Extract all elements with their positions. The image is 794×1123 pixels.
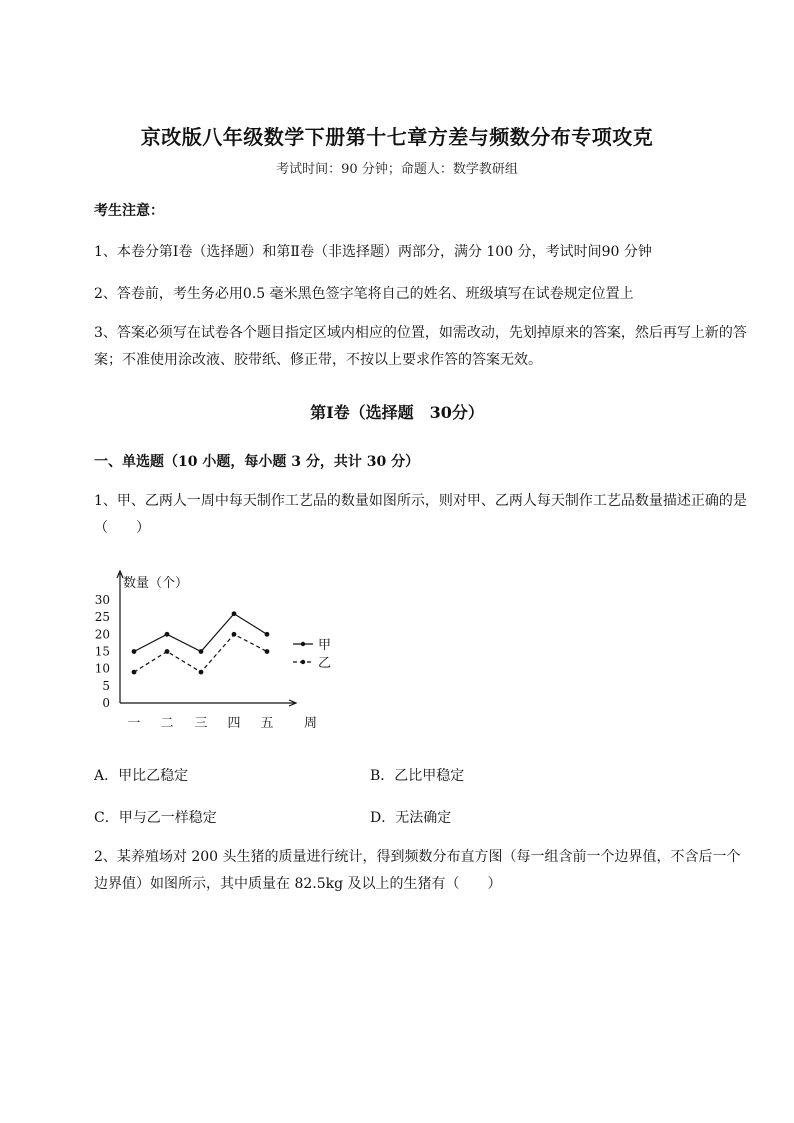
- y-axis-label: 数量（个）: [123, 576, 189, 591]
- exam-title: 京改版八年级数学下册第十七章方差与频数分布专项攻克: [140, 125, 654, 149]
- data-point: [265, 632, 270, 637]
- legend-marker: [301, 642, 305, 646]
- x-tick-label: 四: [227, 716, 241, 731]
- data-point: [232, 611, 237, 616]
- q1-option-b[interactable]: B．乙比甲稳定: [370, 768, 465, 784]
- notice-heading: 考生注意：: [94, 203, 164, 219]
- y-tick-label: 0: [102, 696, 110, 710]
- y-tick-label: 25: [94, 610, 110, 625]
- data-point: [199, 649, 204, 654]
- q2-stem: 2、某养殖场对 200 头生猪的质量进行统计，得到频数分布直方图（每一组含前一个边界值，不含后一个边界值）如图所示，其中质量在 82.5kg 及以上的生猪有（ ）: [94, 849, 741, 892]
- series-line: [134, 614, 267, 652]
- data-point: [265, 649, 270, 654]
- q1-option-d[interactable]: D．无法确定: [370, 810, 452, 826]
- x-tick-label: 三: [194, 716, 208, 731]
- data-point: [199, 670, 204, 675]
- legend-label: 甲: [318, 638, 332, 653]
- exam-subtitle: 考试时间：90 分钟；命题人：数学教研组: [276, 162, 518, 177]
- data-point: [232, 632, 237, 637]
- q1-stem: 1、甲、乙两人一周中每天制作工艺品的数量如图所示，则对甲、乙两人每天制作工艺品数量描述正确的是（ ）: [94, 493, 747, 536]
- data-point: [132, 670, 137, 675]
- y-tick-label: 15: [94, 644, 110, 659]
- notice-item-2: 2、答卷前，考生务必用0.5 毫米黑色签字笔将自己的姓名、班级填写在试卷规定位置上: [94, 286, 634, 302]
- y-tick-label: 30: [94, 593, 110, 607]
- x-tick-label: 二: [160, 716, 174, 731]
- notice-item-3: 3、答案必须写在试卷各个题目指定区域内相应的位置，如需改动，先划掉原来的答案，然后再写上新的答案；不准使用涂改液、胶带纸、修正带，不按以上要求作答的答案无效。: [94, 325, 747, 368]
- part-heading: 一、单选题（10 小题，每小题 3 分，共计 30 分）: [94, 454, 420, 470]
- data-point: [165, 632, 170, 637]
- notice-item-1: 1、本卷分第Ⅰ卷（选择题）和第Ⅱ卷（非选择题）两部分，满分 100 分，考试时间90 分钟: [94, 244, 652, 260]
- x-tick-label: 一: [127, 716, 141, 731]
- q1-option-a[interactable]: A．甲比乙稳定: [94, 768, 189, 784]
- x-tick-label: 五: [260, 716, 274, 731]
- q1-option-c[interactable]: C．甲与乙一样稳定: [94, 810, 217, 826]
- data-point: [132, 649, 137, 654]
- x-axis-label: 周: [304, 716, 318, 731]
- section-title: 第Ⅰ卷（选择题 30分）: [310, 403, 484, 422]
- data-point: [165, 649, 170, 654]
- legend-marker: [301, 660, 305, 664]
- y-tick-label: 20: [94, 627, 110, 642]
- y-tick-label: 10: [94, 661, 110, 676]
- legend-label: 乙: [318, 656, 332, 671]
- q1-line-chart: [90, 565, 350, 745]
- y-tick-label: 5: [102, 678, 110, 693]
